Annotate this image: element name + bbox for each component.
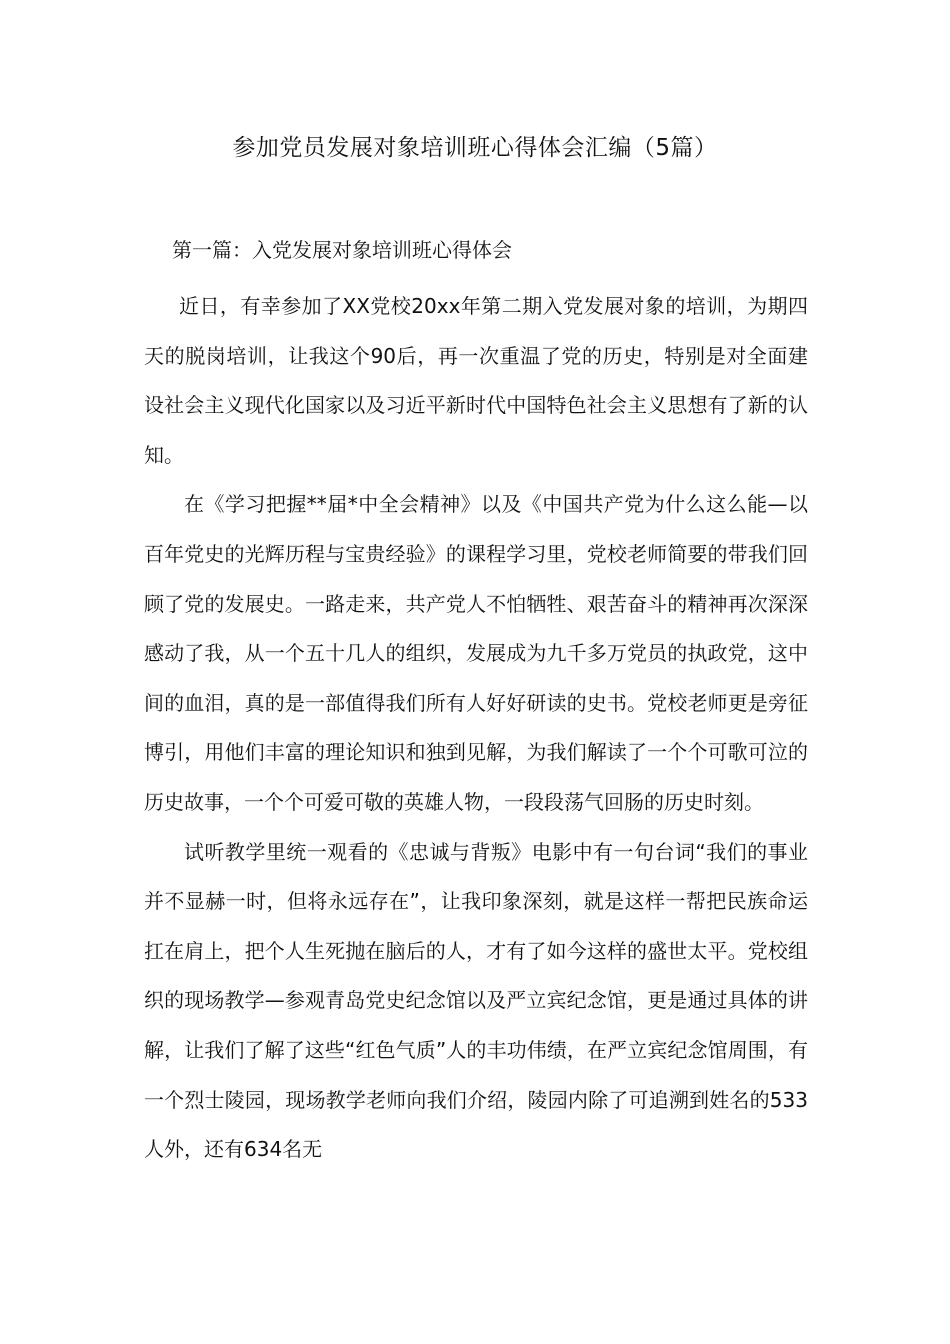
paragraph: 试听教学里统一观看的《忠诚与背叛》电影中有一句台词“我们的事业并不显赫一时，但将永远存在”，让我印象深刻，就是这样一帮把民族命运扛在肩上，把个人生死抛在脑后的人，才有了如今这样的盛世太平。党校组织的现场教学—参观青岛党史纪念馆以及严立宾纪念馆，更是通过具体的讲解，让我们了解了这些“红色气质”人的丰功伟绩，在严立宾纪念馆周围，有一个烈士陵园，现场教学老师向我们介绍，陵园内除了可追溯到姓名的533人外，还有634名无 [144, 839, 808, 1162]
paragraph: 近日，有幸参加了XX党校20xx年第二期入党发展对象的培训，为期四天的脱岗培训，让我这个90后，再一次重温了党的历史，特别是对全面建设社会主义现代化国家以及习近平新时代中国特色社会主义思想有了新的认知。 [144, 294, 808, 467]
section-heading: 第一篇：入党发展对象培训班心得体会 [172, 238, 512, 262]
paragraph: 在《学习把握**届*中全会精神》以及《中国共产党为什么这么能—以百年党史的光辉历程与宝贵经验》的课程学习里，党校老师简要的带我们回顾了党的发展史。一路走来，共产党人不怕牺牲、艰苦奋斗的精神再次深深感动了我，从一个五十几人的组织，发展成为九千多万党员的执政党，这中间的血泪，真的是一部值得我们所有人好好研读的史书。党校老师更是旁征博引，用他们丰富的理论知识和独到见解，为我们解读了一个个可歌可泣的历史故事，一个个可爱可敬的英雄人物，一段段荡气回肠的历史时刻。 [144, 492, 808, 814]
document-body [144, 282, 808, 1175]
document-title: 参加党员发展对象培训班心得体会汇编（5篇） [232, 135, 718, 161]
